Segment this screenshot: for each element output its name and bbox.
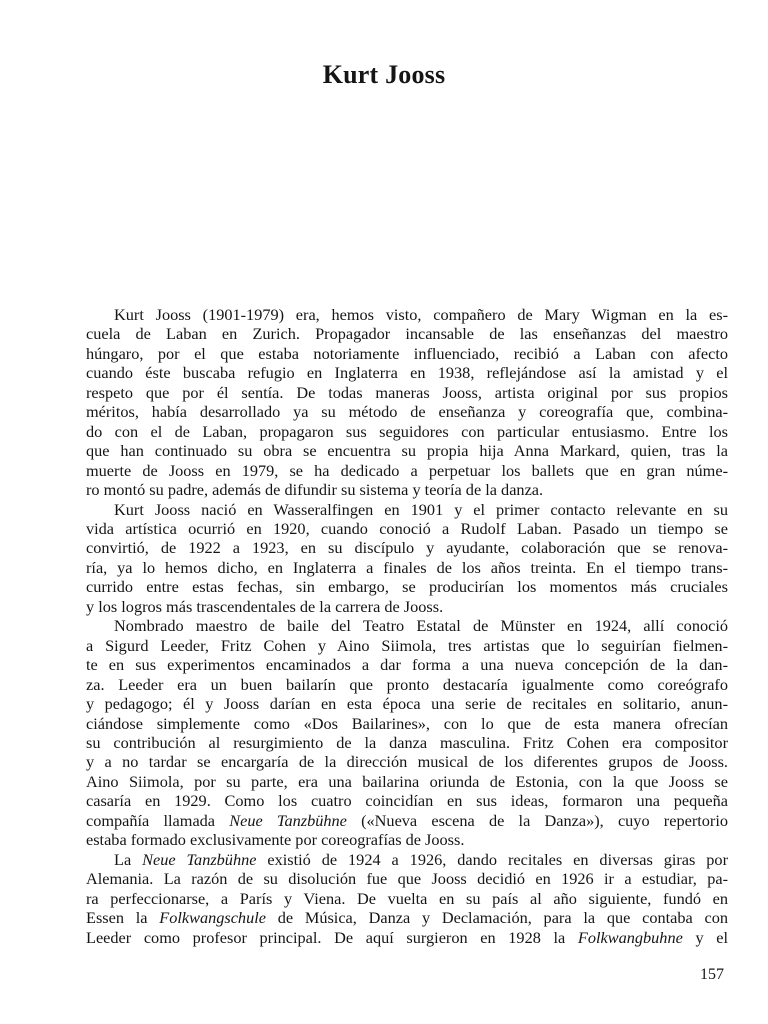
text-line: y los logros más trascendentales de la carrera de Jooss.	[86, 596, 444, 616]
text-span: Leeder como profesor principal. De aquí surgieron en 1928 la	[86, 927, 578, 947]
text-line: muerte de Jooss en 1979, se ha dedicado a perpetuar los ballets que en gran núme-	[86, 460, 728, 480]
text-line	[86, 811, 728, 830]
italic-title: Folkwangbuhne	[577, 927, 683, 947]
text-span: Essen la	[86, 908, 160, 928]
text-line: a Sigurd Leeder, Fritz Cohen y Aino Siimola, tres artistas que lo seguirían fielmen-	[86, 635, 728, 655]
italic-title: Neue Tanzbühne	[142, 849, 257, 869]
text-line: ro montó su padre, además de difundir su sistema y teoría de la danza.	[86, 480, 544, 500]
paragraph-1	[86, 305, 728, 500]
text-span: («Nueva escena de la Danza»), cuyo repertorio	[346, 810, 728, 830]
text-line: Nombrado maestro de baile del Teatro Estatal de Münster en 1924, allí conoció	[114, 616, 728, 636]
text-line: respeto que por él sentía. De todas maneras Jooss, artista original por sus propios	[86, 382, 728, 402]
text-line: za. Leeder era un buen bailarín que pronto destacaría igualmente como coreógrafo	[86, 674, 728, 694]
text-line	[86, 908, 728, 927]
text-span: de Música, Danza y Declamación, para la que contaba con	[265, 908, 728, 928]
text-line: húngaro, por el que estaba notoriamente influenciado, recibió a Laban con afecto	[86, 343, 728, 363]
text-line: Alemania. La razón de su disolución fue que Jooss decidió en 1926 ir a estudiar, pa-	[86, 869, 728, 889]
italic-title: Folkwangschule	[159, 908, 266, 928]
text-line: cuela de Laban en Zurich. Propagador incansable de las enseñanzas del maestro	[86, 324, 728, 344]
text-line: Aino Siimola, por su parte, era una bailarina oriunda de Estonia, con la que Jooss se	[86, 771, 728, 791]
text-line: Kurt Jooss (1901-1979) era, hemos visto, compañero de Mary Wigman en la es-	[114, 305, 728, 324]
text-line: ciándose simplemente como «Dos Bailarines», con lo que de esta manera ofrecían	[86, 713, 728, 733]
text-line: su contribución al resurgimiento de la danza masculina. Fritz Cohen era compositor	[86, 732, 728, 752]
text-line: Kurt Jooss nació en Wasseralfingen en 1901 y el primer contacto relevante en su	[114, 499, 728, 519]
text-line: ra perfeccionarse, a París y Viena. De vuelta en su país al año siguiente, fundó en	[86, 888, 728, 908]
text-span: La	[114, 849, 143, 869]
text-line: do con el de Laban, propagaron sus seguidores con particular entusiasmo. Entre los	[86, 421, 728, 441]
text-span: existió de 1924 a 1926, dando recitales en diversas giras por	[256, 849, 728, 869]
page-number: 157	[700, 966, 724, 983]
text-line	[86, 928, 728, 947]
text-line: currido entre estas fechas, sin embargo, se producirían los momentos más cruciales	[86, 577, 728, 597]
body-text	[86, 305, 728, 947]
text-line: convirtió, de 1922 a 1923, en su discípulo y ayudante, colaboración que se renova-	[86, 538, 728, 558]
text-line: y pedagogo; él y Jooss darían en esta época una serie de recitales en solitario, anun-	[86, 694, 728, 714]
italic-title: Neue Tanzbühne	[229, 810, 347, 830]
text-line: casaría en 1929. Como los cuatro coincidían en sus ideas, formaron una pequeña	[86, 791, 728, 811]
paragraph-2	[86, 500, 728, 617]
paragraph-4	[86, 850, 728, 947]
text-line: y a no tardar se encargaría de la dirección musical de los diferentes grupos de Jooss.	[86, 752, 728, 772]
text-line: te en sus experimentos encaminados a dar forma a una nueva concepción de la dan-	[86, 655, 728, 675]
text-line	[86, 850, 728, 869]
text-span: compañía llamada	[86, 810, 230, 830]
text-line: ría, ya lo hemos dicho, en Inglaterra a finales de los años treinta. En el tiempo trans-	[86, 557, 728, 577]
page-title: Kurt Jooss	[322, 60, 446, 89]
text-span: y el	[682, 927, 728, 947]
text-line: vida artística ocurrió en 1920, cuando conoció a Rudolf Laban. Pasado un tiempo se	[86, 518, 728, 538]
text-line: que han continuado su obra se encuentra su propia hija Anna Markard, quien, tras la	[86, 441, 728, 461]
text-line: estaba formado exclusivamente por coreografías de Jooss.	[86, 830, 465, 850]
text-line: cuando éste buscaba refugio en Inglaterra en 1938, reflejándose así la amistad y el	[86, 363, 728, 383]
text-line: méritos, había desarrollado ya su método de enseñanza y coreografía que, combina-	[86, 402, 728, 422]
paragraph-3	[86, 616, 728, 849]
